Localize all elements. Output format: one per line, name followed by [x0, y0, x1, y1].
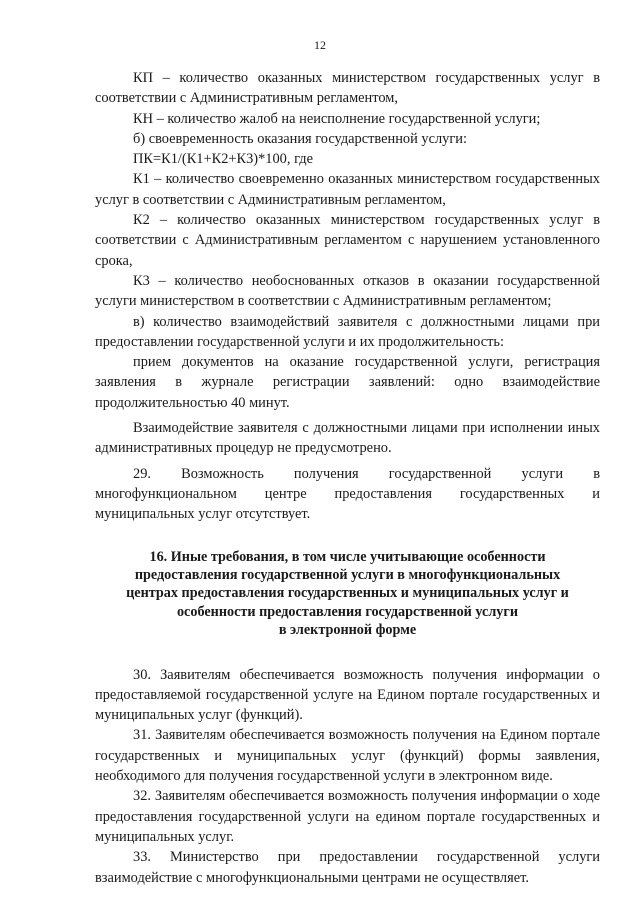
heading-line: 16. Иные требования, в том числе учитывающие особенности [149, 548, 546, 565]
paragraph-29: 29. Возможность получения государственной услуги в многофункциональном центре предоставления государственных и муниципальных услуг отсутствует. [95, 465, 600, 523]
paragraph-other-procedures: Взаимодействие заявителя с должностными лицами при исполнении иных административных процедур не предусмотрено. [95, 420, 600, 457]
paragraph-33: 33. Министерство при предоставлении государственной услуги взаимодействие с многофункциональными центрами не осуществляет. [95, 849, 600, 886]
paragraph-kp: КП – количество оказанных министерством государственных услуг в соответствии с Административным регламентом, [95, 70, 600, 107]
paragraph-k1: К1 – количество своевременно оказанных министерством государственных услуг в соответствии с Административным регламентом, [95, 171, 600, 208]
page-number: 12 [314, 38, 326, 52]
paragraph-30: 30. Заявителям обеспечивается возможность получения информации о предоставляемой государственной услуге на Едином портале государственных и муниципальных услуг (функций). [95, 666, 600, 724]
paragraph-interactions: в) количество взаимодействий заявителя с должностными лицами при предоставлении государственной услуги и их продолжительность: [95, 313, 600, 350]
paragraph-k2: К2 – количество оказанных министерством государственных услуг в соответствии с Административным регламентом с нарушением установленного срока, [95, 212, 600, 269]
paragraph-timeliness: б) своевременность оказания государственной услуги: [133, 130, 467, 147]
section-heading-16 [95, 548, 600, 640]
heading-line: особенности предоставления государственной услуги [176, 603, 519, 620]
document-body [95, 68, 600, 888]
paragraph-32: 32. Заявителям обеспечивается возможность получения информации о ходе предоставления государственной услуги на едином портале государственных и муниципальных услуг. [95, 788, 600, 845]
paragraph-reception: прием документов на оказание государственной услуги, регистрация заявления в журнале регистрации заявлений: одно взаимодействие продолжительностью 40 минут. [95, 354, 600, 411]
heading-line: предоставления государственной услуги в многофункциональных [134, 566, 561, 583]
paragraph-31: 31. Заявителям обеспечивается возможность получения на Едином портале государственных и муниципальных услуг (функций) формы заявления, необходимого для получения государственной услуги в электронном виде. [95, 727, 600, 785]
formula-pk: ПК=К1/(К1+К2+К3)*100, где [133, 151, 313, 168]
heading-line: центрах предоставления государственных и муниципальных услуг и [126, 585, 569, 602]
paragraph-k3: К3 – количество необоснованных отказов в оказании государственной услуги министерством в соответствии с Административным регламентом; [95, 272, 600, 310]
heading-line: в электронной форме [278, 622, 417, 639]
paragraph-kn: КН – количество жалоб на неисполнение государственной услуги; [133, 110, 541, 127]
